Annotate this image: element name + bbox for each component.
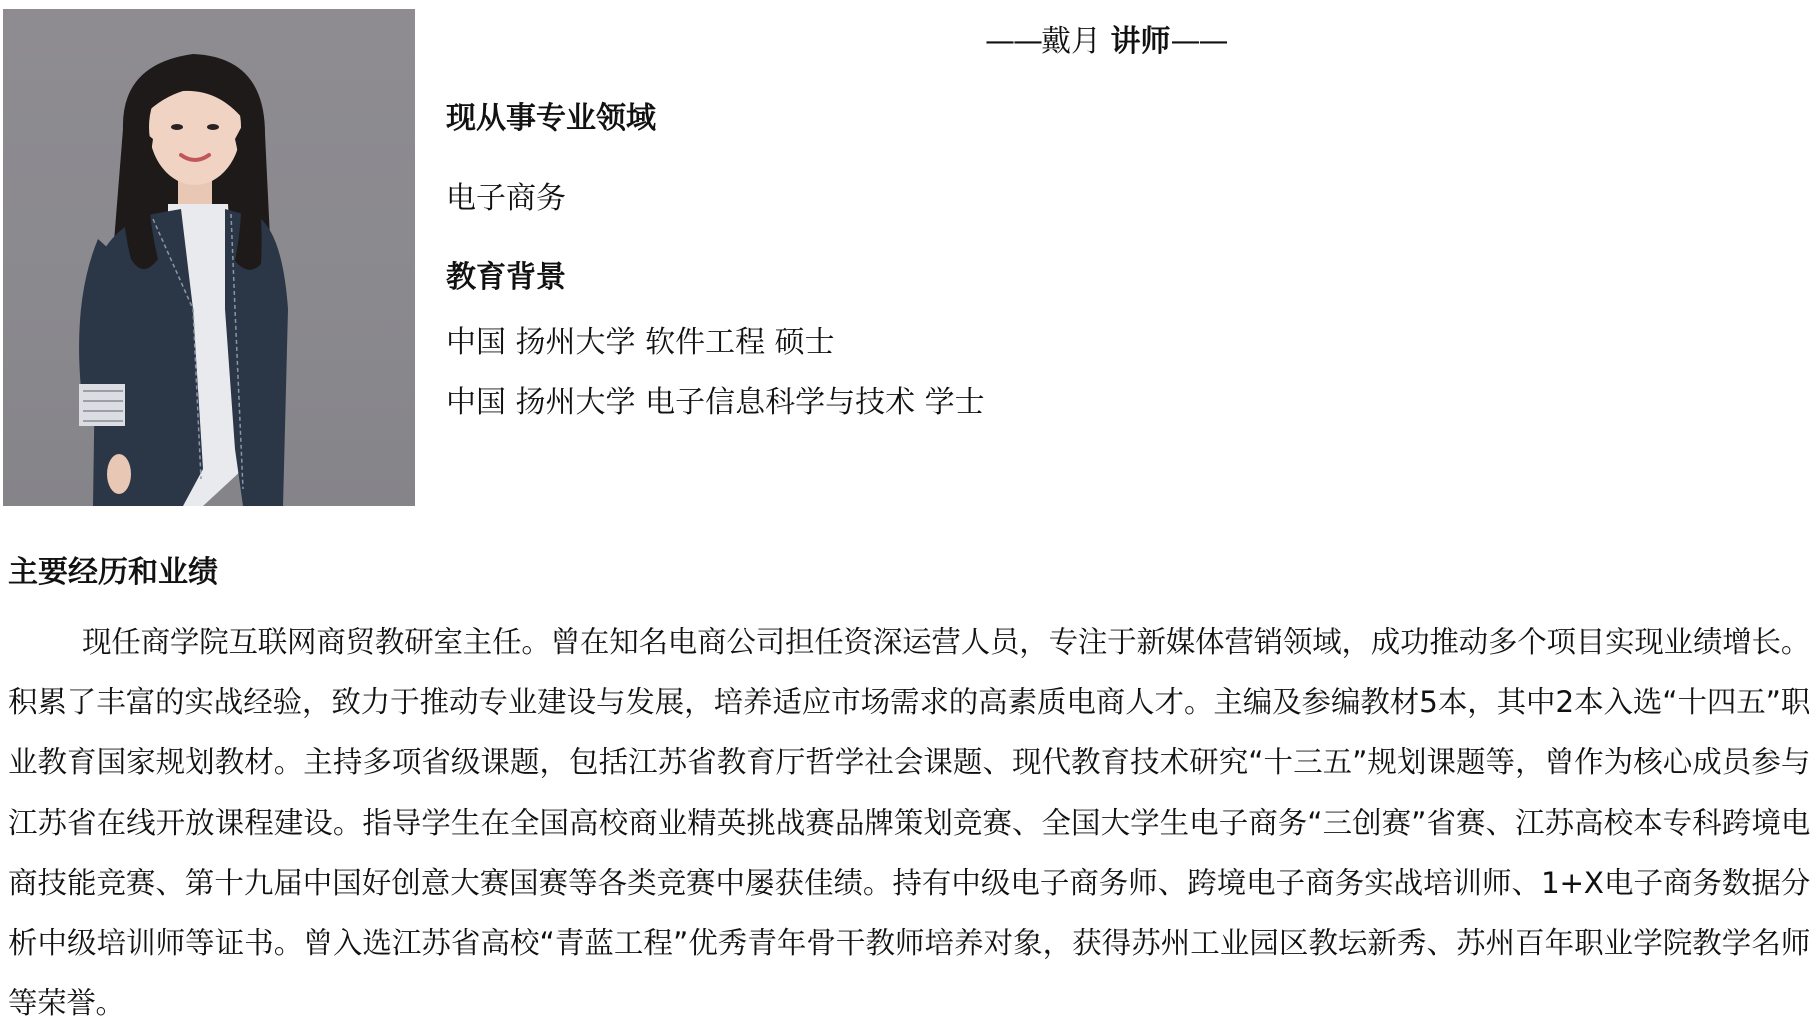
header-dash-right: —— xyxy=(1170,24,1227,59)
field-value: 电子商务 xyxy=(446,181,566,216)
experience-label: 主要经历和业绩 xyxy=(8,555,218,590)
experience-text: 现任商学院互联网商贸教研室主任。曾在知名电商公司担任资深运营人员，专注于新媒体营销领域，成功推动多个项目实现业绩增长。积累了丰富的实战经验，致力于推动专业建设与发展，培养适应市场需求的高素质电商人才。主编及参编教材5本，其中2本入选“十四五”职业教育国家规划教材。主持多项省级课题，包括江苏省教育厅哲学社会课题、现代教育技术研究“十三五”规划课题等，曾作为核心成员参与江苏省在线开放课程建设。指导学生在全国高校商业精英挑战赛品牌策划竞赛、全国大学生电子商务“三创赛”省赛、江苏高校本专科跨境电商技能竞赛、第十九届中国好创意大赛国赛等各类竞赛中屡获佳绩。持有中级电子商务师、跨境电子商务实战培训师、1+X电子商务数据分析中级培训师等证书。曾入选江苏省高校“青蓝工程”优秀青年骨干教师培养对象，获得苏州工业园区教坛新秀、苏州百年职业学院教学名师等荣誉。 xyxy=(8,625,1810,1021)
education-label: 教育背景 xyxy=(446,260,566,295)
portrait-photo xyxy=(3,9,415,506)
teacher-name: 戴月 xyxy=(1041,24,1101,59)
header-dash-left: —— xyxy=(985,24,1041,59)
teacher-title: 讲师 xyxy=(1110,24,1171,59)
header-title xyxy=(985,22,1227,62)
portrait-illustration xyxy=(3,9,415,506)
education-item-0: 中国 扬州大学 软件工程 硕士 xyxy=(446,325,835,360)
field-label: 现从事专业领域 xyxy=(446,101,656,136)
education-item-1: 中国 扬州大学 电子信息科学与技术 学士 xyxy=(446,385,985,420)
